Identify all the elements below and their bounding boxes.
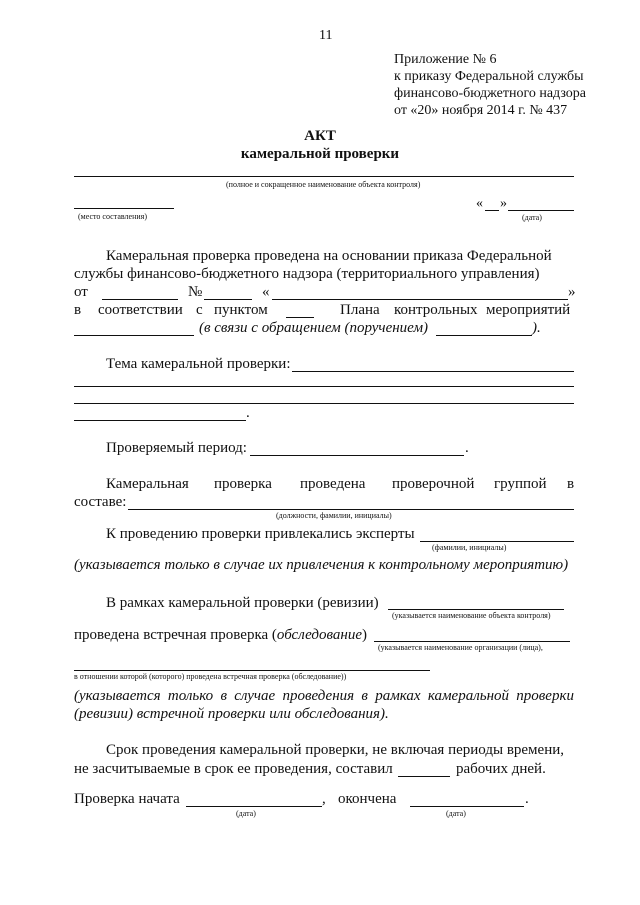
p1-appeal-end: ). [532, 320, 541, 336]
p1-line-1: Камеральная проверка проведена на основании приказа Федеральной [106, 248, 552, 264]
p1-quote-close: » [568, 284, 576, 300]
object-control-caption: (указывается наименование объекта контроля) [392, 611, 551, 620]
p1-w-g: мероприятий [486, 302, 571, 318]
date-quote-close: » [500, 196, 507, 211]
org-name-caption: (указывается наименование организации (лица), [378, 643, 543, 652]
p1-from: от [74, 284, 88, 300]
counter-note-line-2: (ревизии) встречной проверки или обследования). [74, 706, 389, 722]
topic-line-3 [74, 403, 574, 404]
revision-label: В рамках камеральной проверки (ревизии) [106, 595, 379, 611]
term-line-1: Срок проведения камеральной проверки, не включая периоды времени, [106, 742, 565, 758]
date-month-line [508, 210, 574, 211]
date-day-line [485, 210, 499, 211]
plan-point-line [286, 317, 314, 318]
term-line-2a: не засчитываемые в срок ее проведения, составил [74, 761, 393, 777]
end-label: окончена [338, 791, 397, 807]
group-w1: Камеральная [106, 476, 189, 492]
end-date-line [410, 806, 524, 807]
p1-w-b: соответствии [98, 302, 183, 318]
group-w4: проверочной [392, 476, 475, 492]
in-relation-caption: в отношении которой (которого) проведена встречная проверка (обследование)) [74, 672, 347, 681]
term-days-line [398, 776, 450, 777]
topic-line-4 [74, 420, 246, 421]
start-label: Проверка начата [74, 791, 180, 807]
end-dot: . [525, 791, 529, 807]
p1-w-e: Плана [340, 302, 380, 318]
names-caption: (фамилии, инициалы) [432, 543, 507, 552]
topic-label: Тема камеральной проверки: [106, 356, 291, 372]
p1-w-a: в [74, 302, 82, 318]
p1-w-c: с [196, 302, 203, 318]
appendix-line-3: финансово-бюджетного надзора [394, 86, 587, 101]
p1-appeal: (в связи с обращением (поручением) [199, 320, 429, 336]
period-label: Проверяемый период: [106, 440, 247, 456]
counter-line [374, 641, 570, 642]
object-name-caption: (полное и сокращенное наименование объекта контроля) [226, 180, 421, 189]
document-subtitle: камеральной проверки [240, 146, 400, 162]
p1-quote-open: « [262, 284, 270, 300]
counter-label: проведена встречная проверка (обследование) [74, 627, 368, 643]
positions-caption: (должности, фамилии, инициалы) [276, 511, 392, 520]
date-caption: (дата) [522, 213, 542, 222]
start-date-caption: (дата) [236, 809, 256, 818]
experts-label: К проведению проверки привлекались эксперты [106, 526, 415, 542]
appendix-line-1: Приложение № 6 [394, 52, 497, 67]
term-line-2b: рабочих дней. [456, 761, 546, 777]
group-w5: группой [494, 476, 547, 492]
topic-line-1 [292, 371, 574, 372]
experts-line [420, 541, 574, 542]
place-caption: (место составления) [78, 212, 147, 221]
order-name-line [272, 299, 568, 300]
period-line [250, 455, 464, 456]
object-name-line [74, 176, 574, 177]
appeal-line [436, 335, 532, 336]
order-date-line [102, 299, 178, 300]
period-end-dot: . [465, 440, 469, 456]
appendix-line-2: к приказу Федеральной службы [394, 69, 584, 84]
document-title: АКТ [304, 128, 336, 144]
group-w6: в [567, 476, 575, 492]
end-date-caption: (дата) [446, 809, 466, 818]
start-comma: , [322, 791, 326, 807]
start-date-line [186, 806, 322, 807]
p1-w-d: пунктом [214, 302, 268, 318]
p1-line-2: службы финансово-бюджетного надзора (территориального управления) [74, 266, 540, 282]
counter-note-line-1: (указывается только в случае проведения в рамках камеральной проверки [74, 688, 574, 704]
place-line [74, 208, 174, 209]
group-members-line [128, 509, 574, 510]
plan-year-line [74, 335, 194, 336]
date-quote-open: « [476, 196, 483, 211]
group-line-2: составе: [74, 494, 127, 510]
experts-note: (указывается только в случае их привлечения к контрольному мероприятию) [74, 557, 569, 573]
page-number: 11 [319, 28, 333, 43]
p1-number-sign: № [188, 284, 203, 300]
group-w3: проведена [300, 476, 366, 492]
order-number-line [204, 299, 252, 300]
topic-line-2 [74, 386, 574, 387]
appendix-line-4: от «20» ноября 2014 г. № 437 [394, 103, 568, 118]
counter-line-2 [74, 670, 430, 671]
topic-end-dot: . [246, 405, 250, 421]
revision-line [388, 609, 564, 610]
p1-w-f: контрольных [394, 302, 478, 318]
group-w2: проверка [214, 476, 272, 492]
